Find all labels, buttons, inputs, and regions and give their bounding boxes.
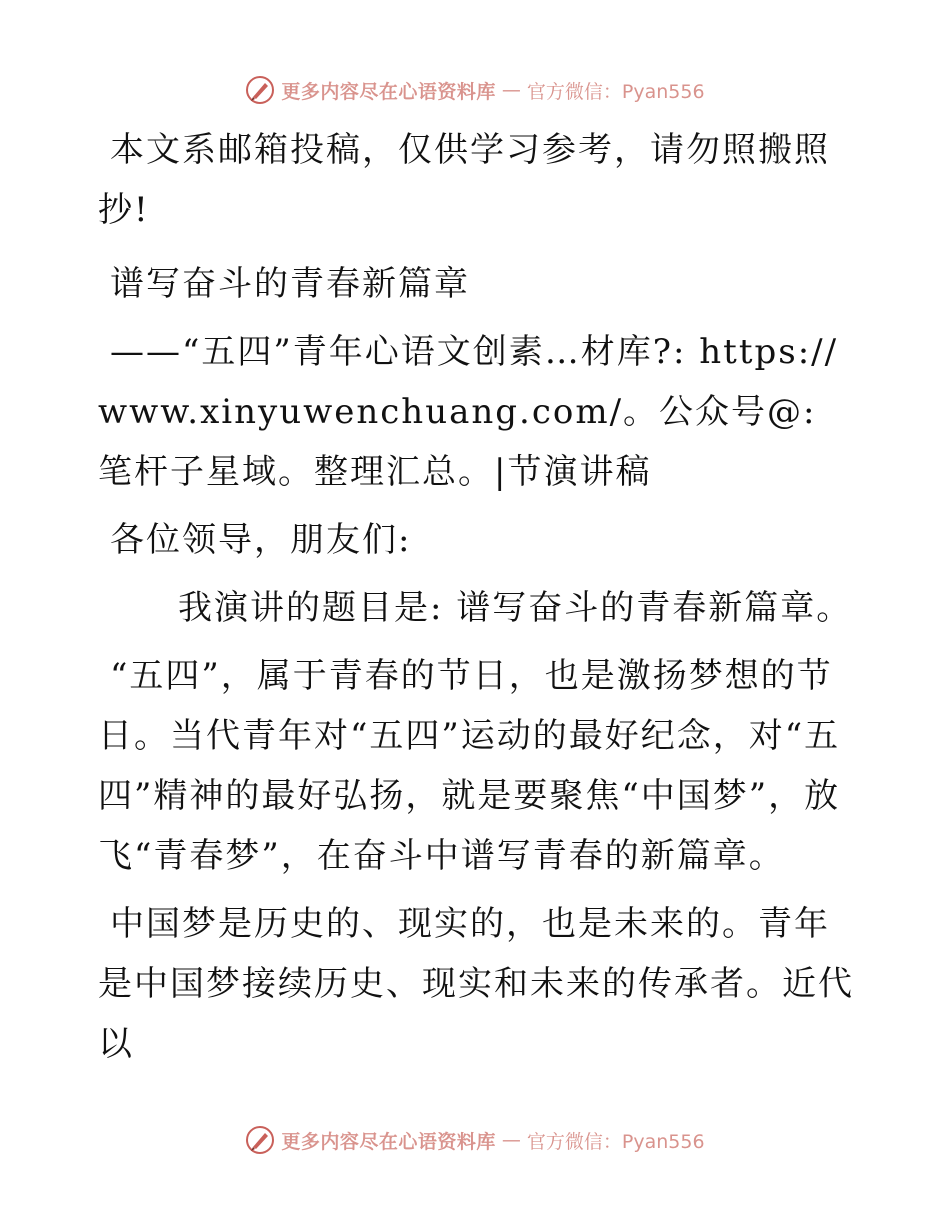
paragraph: 我演讲的题目是: 谱写奋斗的青春新篇章。 [178, 588, 853, 628]
banner-separator: — [501, 79, 521, 101]
paragraph: “五四”，属于青春的节日，也是激扬梦想的节日。当代青年对“五四”运动的最好纪念，对“五四”精神的最好弘扬，就是要聚焦“中国梦”，放飞“青春梦”，在奋斗中谱写青春的新篇章。 [98, 656, 841, 876]
document-title: 谱写奋斗的青春新篇章 [110, 264, 470, 304]
footer-banner [0, 1120, 950, 1160]
document-subtitle: ——“五四”青年心语文创素…材库?: https://www.xinyuwenchuang.com/。公众号@: 笔杆子星域。整理汇总。|节演讲稿 [98, 332, 839, 492]
quill-pen-logo-icon [245, 1125, 275, 1155]
header-banner [0, 70, 950, 110]
banner-site-text: 更多内容尽在心语资料库 [281, 1130, 496, 1153]
notice-text: 本文系邮箱投稿，仅供学习参考，请勿照搬照抄! [98, 130, 830, 230]
banner-wechat-text: 官方微信：Pyan556 [526, 80, 705, 103]
banner-site-text: 更多内容尽在心语资料库 [281, 80, 496, 103]
salutation: 各位领导，朋友们: [110, 520, 412, 560]
paragraph: 中国梦是历史的、现实的，也是未来的。青年是中国梦接续历史、现实和未来的传承者。近代以 [98, 904, 854, 1064]
banner-wechat-text: 官方微信：Pyan556 [526, 1130, 705, 1153]
document-body [98, 120, 858, 1074]
banner-separator: — [501, 1129, 521, 1151]
quill-pen-logo-icon [245, 75, 275, 105]
